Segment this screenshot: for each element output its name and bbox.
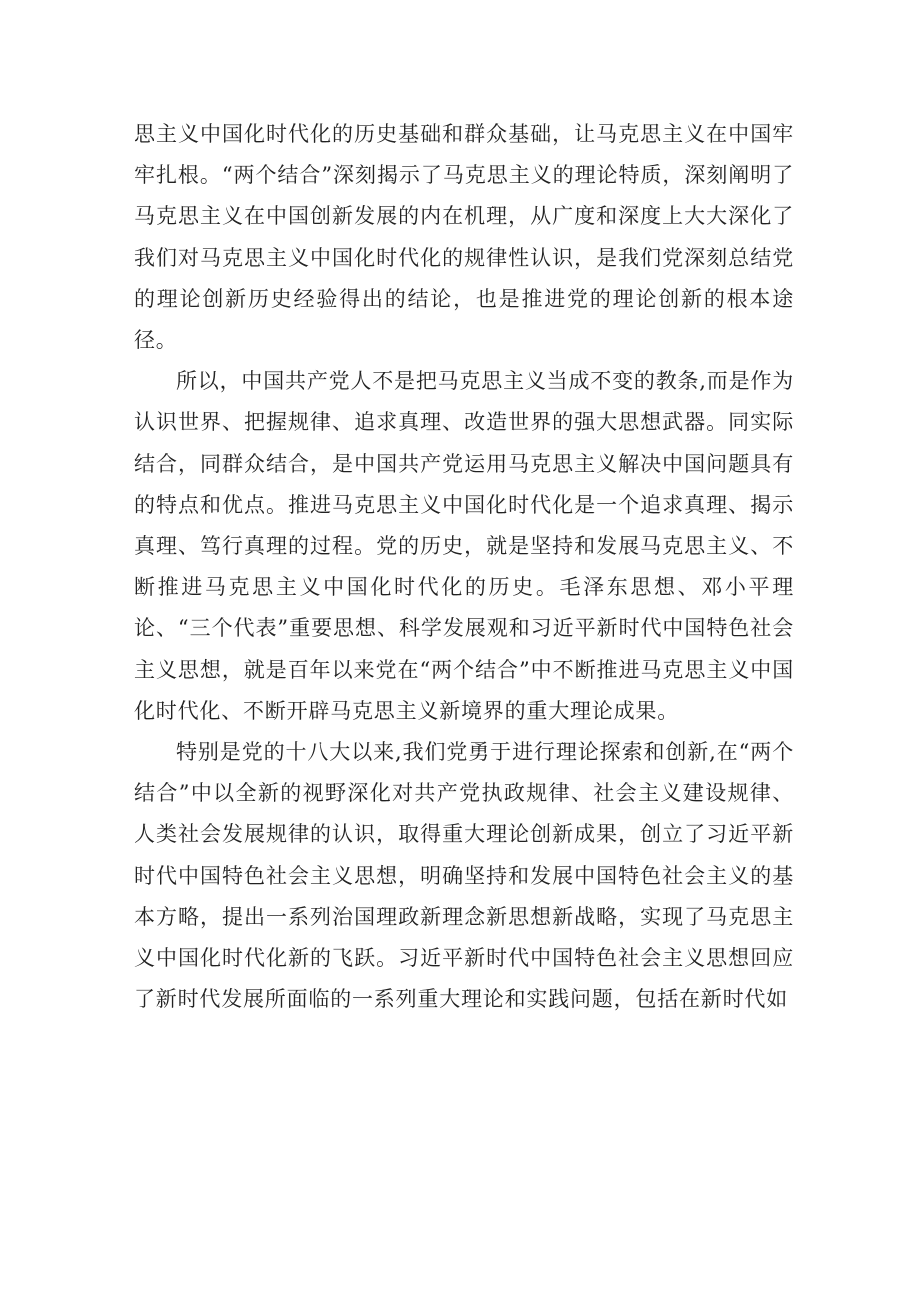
body-text xyxy=(134,114,794,1020)
paragraph-marxism-as-tool: 所以，中国共产党人不是把马克思主义当成不变的教条,而是作为认识世界、把握规律、追求真理、改造世界的强大思想武器。同实际结合，同群众结合，是中国共产党运用马克思主义解决中国问题具有的特点和优点。推进马克思主义中国化时代化是一个追求真理、揭示真理、笃行真理的过程。党的历史，就是坚持和发展马克思主义、不断推进马克思主义中国化时代化的历史。毛泽东思想、邓小平理论、“三个代表”重要思想、科学发展观和习近平新时代中国特色社会主义思想，就是百年以来党在“两个结合”中不断推进马克思主义中国化时代化、不断开辟马克思主义新境界的重大理论成果。 xyxy=(134,369,794,723)
paragraph-continuation: 思主义中国化时代化的历史基础和群众基础，让马克思主义在中国牢牢扎根。“两个结合”深刻揭示了马克思主义的理论特质，深刻阐明了马克思主义在中国创新发展的内在机理，从广度和深度上大大深化了我们对马克思主义中国化时代化的规律性认识，是我们党深刻总结党的理论创新历史经验得出的结论，也是推进党的理论创新的根本途径。 xyxy=(134,122,794,353)
paragraph-since-18th-congress: 特别是党的十八大以来,我们党勇于进行理论探索和创新,在“两个结合”中以全新的视野深化对共产党执政规律、社会主义建设规律、人类社会发展规律的认识，取得重大理论创新成果，创立了习近平新时代中国特色社会主义思想，明确坚持和发展中国特色社会主义的基本方略，提出一系列治国理政新理念新思想新战略，实现了马克思主义中国化时代化新的飞跃。习近平新时代中国特色社会主义思想回应了新时代发展所面临的一系列重大理论和实践问题，包括在新时代如 xyxy=(134,740,794,1012)
